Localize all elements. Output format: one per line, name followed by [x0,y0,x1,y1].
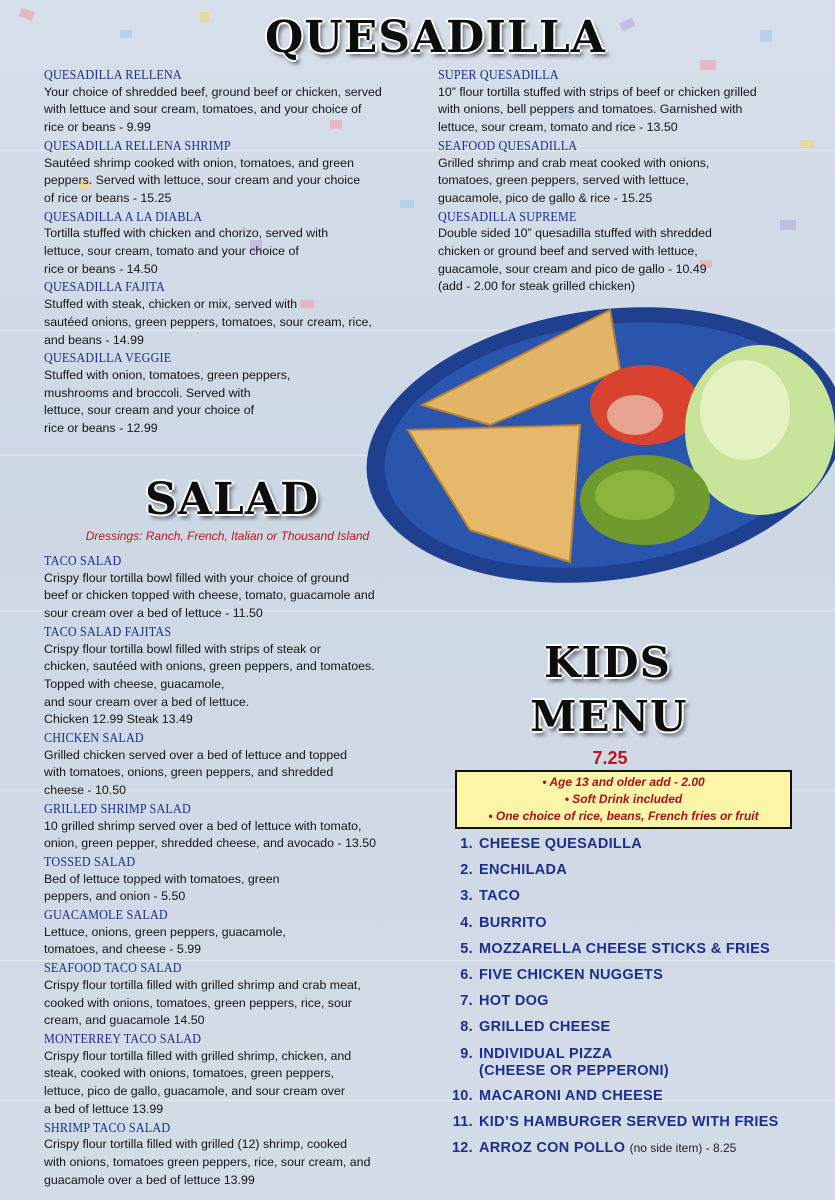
item-number: 4. [460,914,473,931]
item-title: QUESADILLA RELLENA [44,67,182,82]
kids-item [446,967,779,993]
item-name: ENCHILADA [479,862,568,879]
item-description: Grilled chicken served over a bed of lettuce and topped with tomatoes, onions, green peppers, and shredded cheese - 10.50 [44,747,348,798]
item-description: 10” flour tortilla stuffed with strips of beef or chicken grilled with onions, bell peppers and tomatoes. Garnished with lettuce, sour cream, tomato and rice - 13.50 [438,84,757,135]
kids-note: • Soft Drink included [564,792,683,806]
item-title: SHRIMP TACO SALAD [44,1119,171,1135]
item-description: Crispy flour tortilla filled with grilled (12) shrimp, cooked with onions, tomatoes green peppers, rice, sour cream, and guacamole over a bed of lettuce 13.99 [44,1137,371,1187]
menu-item [44,137,424,208]
kids-note: • One choice of rice, beans, French fries or fruit [488,809,759,823]
item-description: Sautéed shrimp cooked with onion, tomatoes, and green peppers. Served with lettuce, sour cream and your choice of rice or beans - 15.25 [44,155,361,205]
item-name: MOZZARELLA CHEESE STICKS & FRIES [479,940,771,957]
kids-note: • Age 13 and older add - 2.00 [542,775,705,789]
item-name: GRILLED CHEESE [479,1019,611,1036]
item-title: SUPER QUESADILLA [438,67,559,82]
kids-menu-list [446,836,779,1166]
item-description: Stuffed with steak, chicken or mix, served with sautéed onions, green peppers, tomatoes, sour cream, rice, and beans - 14.99 [44,297,372,347]
kids-item [446,941,779,967]
kids-item [446,888,779,914]
item-description: Stuffed with onion, tomatoes, green peppers, mushrooms and broccoli. Served with lettuce, sour cream and your choice of rice or beans - 12.99 [44,367,291,436]
kids-heading: KIDS [544,638,671,687]
item-name: FIVE CHICKEN NUGGETS [479,966,664,983]
item-subtitle: (CHEESE OR PEPPERONI) [479,1062,669,1079]
menu-item [44,1030,444,1119]
kids-notes-box [455,770,792,829]
kids-item [446,915,779,941]
item-name: KID’S HAMBURGER SERVED WITH FRIES [479,1113,779,1130]
item-name: ARROZ CON POLLO [479,1139,626,1156]
kids-item [446,862,779,888]
kids-item [446,1114,779,1140]
menu-item [44,552,444,623]
menu-item [44,208,424,279]
menu-item [44,906,444,959]
item-title: MONTERREY TACO SALAD [44,1030,202,1046]
menu-item [44,853,444,906]
item-number: 1. [460,836,473,852]
menu-item [44,66,424,137]
item-title: TOSSED SALAD [44,853,136,869]
item-number: 5. [460,940,473,957]
item-description: Crispy flour tortilla bowl filled with strips of steak or chicken, sautéed with onions, green peppers, and tomatoes. Topped with cheese, guacamole, and sour cream over a bed of lettuce. Chicken 12.99 Steak 13.49 [44,641,375,727]
item-number: 11. [452,1113,473,1130]
item-name: CHEESE QUESADILLA [479,836,643,852]
item-name: INDIVIDUAL PIZZA [479,1045,613,1062]
item-number: 7. [460,993,473,1010]
item-title: QUESADILLA SUPREME [438,208,577,224]
item-name: BURRITO [479,914,547,931]
item-description: 10 grilled shrimp served over a bed of lettuce with tomato, onion, green pepper, shredded cheese, and avocado - 13.50 [44,818,377,851]
menu-item [438,208,833,297]
item-note: (no side item) - 8.25 [629,1140,737,1155]
kids-price: 7.25 [592,748,628,768]
item-description: Tortilla stuffed with chicken and chorizo, served with lettuce, sour cream, tomato and your choice of rice or beans - 14.50 [44,226,329,276]
item-title: TACO SALAD FAJITAS [44,623,172,639]
item-title: CHICKEN SALAD [44,730,144,746]
item-description: Double sided 10” quesadilla stuffed with shredded chicken or ground beef and served with lettuce, guacamole, sour cream and pico de gallo - 10.49 (add - 2.00 for steak grilled chicken) [438,226,712,294]
item-title: SEAFOOD TACO SALAD [44,960,182,976]
menu-item [44,959,444,1030]
menu-item [44,623,444,729]
item-title: QUESADILLA RELLENA SHRIMP [44,137,231,153]
item-description: Crispy flour tortilla bowl filled with your choice of ground beef or chicken topped with cheese, tomato, guacamole and sour cream over a bed of lettuce - 11.50 [44,570,375,621]
menu-item [438,137,833,208]
item-description: Crispy flour tortilla filled with grilled shrimp, chicken, and steak, cooked with onions, tomatoes, green peppers, lettuce, pico de gallo, guacamole, and sour cream over a bed of lettuce 13.99 [44,1048,352,1116]
kids-item [446,1019,779,1045]
salad-list [44,552,444,1189]
item-name: MACARONI AND CHEESE [479,1087,664,1104]
kids-item [446,1046,779,1088]
item-title: QUESADILLA A LA DIABLA [44,208,203,224]
menu-heading: MENU [530,692,688,741]
kids-item [446,1140,779,1166]
item-number: 12. [451,1139,473,1156]
item-title: SEAFOOD QUESADILLA [438,137,578,153]
item-description: Crispy flour tortilla filled with grilled shrimp and crab meat, cooked with onions, tomatoes, green peppers, rice, sour cream, and guacamole 14.50 [44,977,361,1028]
kids-item [446,1088,779,1114]
item-number: 2. [460,862,473,879]
item-description: Bed of lettuce topped with tomatoes, green peppers, and onion - 5.50 [44,871,280,904]
salad-heading: SALAD [145,474,320,525]
item-title: QUESADILLA FAJITA [44,279,166,295]
item-title: GUACAMOLE SALAD [44,907,168,923]
item-name: HOT DOG [479,993,549,1010]
quesadilla-heading: QUESADILLA [265,12,606,63]
item-number: 3. [460,888,473,905]
kids-item [446,836,779,862]
item-description: Grilled shrimp and crab meat cooked with onions, tomatoes, green peppers, served with lettuce, guacamole, pico de gallo & rice - 15.25 [438,155,710,205]
item-title: QUESADILLA VEGGIE [44,350,172,366]
item-number: 8. [460,1019,473,1036]
item-name: TACO [479,888,521,905]
dressings-note: Dressings: Ranch, French, Italian or Thousand Island [85,529,370,543]
menu-item [44,1119,444,1190]
item-number: 9. [460,1045,473,1062]
item-number: 10. [451,1087,473,1104]
item-title: GRILLED SHRIMP SALAD [44,800,191,816]
menu-item [44,729,444,800]
menu-item [438,66,833,137]
item-description: Your choice of shredded beef, ground beef or chicken, served with lettuce and sour cream, tomatoes, and your choice of rice or beans - 9.99 [44,84,382,135]
quesadilla-right-column [438,66,833,296]
item-number: 6. [460,966,473,983]
kids-item [446,993,779,1019]
menu-item [44,800,444,853]
quesadilla-plate-photo [360,300,835,590]
item-description: Lettuce, onions, green peppers, guacamole, tomatoes, and cheese - 5.99 [44,924,286,957]
item-title: TACO SALAD [44,553,122,568]
